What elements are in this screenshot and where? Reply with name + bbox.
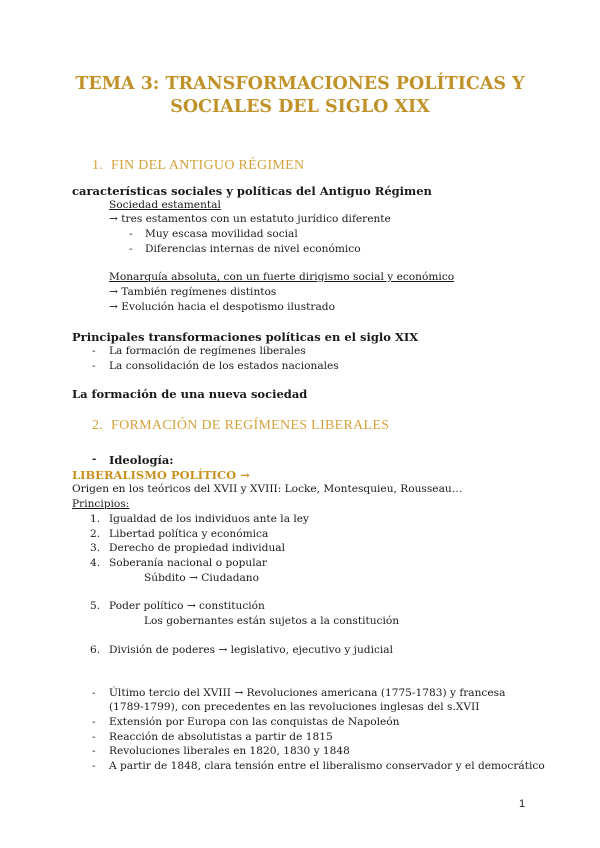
monarquia-arrow-1: → También regímenes distintos — [109, 286, 277, 298]
monarquia-label: Monarquía absoluta, con un fuerte dirigismo social y económico — [109, 271, 455, 283]
list-number: 1. — [90, 513, 101, 525]
principio-2: Libertad política y económica — [109, 528, 269, 540]
page-number: 1 — [519, 798, 526, 810]
gobernantes-text: Los gobernantes están sujetos a la constitución — [144, 615, 400, 627]
section2-heading: FORMACIÓN DE REGÍMENES LIBERALES — [111, 418, 390, 433]
historia-item-3: Reacción de absolutistas a partir de 1815 — [109, 731, 333, 743]
principio-3: Derecho de propiedad individual — [109, 542, 285, 554]
historia-item-2: Extensión por Europa con las conquistas de Napoleón — [109, 716, 400, 728]
list-number: 2. — [90, 528, 101, 540]
dash-marker: - — [92, 360, 96, 372]
dash-marker: - — [92, 345, 96, 357]
list-number: 5. — [90, 600, 101, 612]
principios-label: Principios: — [72, 498, 130, 510]
historia-item-1-cont: (1789-1799), con precedentes en las revoluciones inglesas del s.XVII — [109, 701, 480, 713]
estamental-item-2: Diferencias internas de nivel económico — [145, 243, 361, 255]
historia-item-5: A partir de 1848, clara tensión entre el liberalismo conservador y el democrático — [109, 760, 545, 772]
transformaciones-item-2: La consolidación de los estados nacionales — [109, 360, 339, 372]
dash-marker: - — [92, 716, 96, 728]
section2-number: 2. — [92, 418, 104, 433]
dash-marker: - — [92, 453, 97, 465]
principio-1: Igualdad de los individuos ante la ley — [109, 513, 310, 525]
dash-marker: - — [129, 243, 133, 255]
origen-text: Origen en los teóricos del XVII y XVIII: Locke, Montesquieu, Rousseau… — [72, 483, 463, 495]
liberalismo-heading: LIBERALISMO POLÍTICO → — [72, 468, 250, 482]
section1-heading: FIN DEL ANTIGUO RÉGIMEN — [111, 158, 305, 173]
section1-number: 1. — [92, 158, 104, 173]
estamental-label: Sociedad estamental — [109, 199, 221, 211]
transformaciones-item-1: La formación de regímenes liberales — [109, 345, 306, 357]
nueva-sociedad-heading: La formación de una nueva sociedad — [72, 387, 308, 401]
principio-5: Poder político → constitución — [109, 600, 265, 612]
historia-item-4: Revoluciones liberales en 1820, 1830 y 1848 — [109, 745, 350, 757]
list-number: 4. — [90, 557, 101, 569]
historia-item-1: Último tercio del XVIII → Revoluciones americana (1775-1783) y francesa — [109, 687, 506, 699]
transformaciones-heading: Principales transformaciones políticas en el siglo XIX — [72, 330, 419, 344]
estamental-item-1: Muy escasa movilidad social — [145, 228, 298, 240]
estamental-arrow: → tres estamentos con un estatuto jurídico diferente — [109, 213, 391, 225]
list-number: 6. — [90, 644, 101, 656]
dash-marker: - — [92, 687, 96, 699]
subdito-ciudadano: Súbdito → Ciudadano — [144, 572, 259, 584]
list-number: 3. — [90, 542, 101, 554]
page-title-line2: SOCIALES DEL SIGLO XIX — [170, 97, 430, 117]
ideologia-label: Ideología: — [109, 453, 174, 467]
principio-4: Soberanía nacional o popular — [109, 557, 267, 569]
monarquia-arrow-2: → Evolución hacia el despotismo ilustrado — [109, 301, 335, 313]
dash-marker: - — [92, 745, 96, 757]
dash-marker: - — [92, 760, 96, 772]
dash-marker: - — [129, 228, 133, 240]
principio-6: División de poderes → legislativo, ejecutivo y judicial — [109, 644, 393, 656]
dash-marker: - — [92, 731, 96, 743]
section1-subheading: características sociales y políticas del Antiguo Régimen — [72, 184, 432, 198]
page-title-line1: TEMA 3: TRANSFORMACIONES POLÍTICAS Y — [75, 74, 525, 94]
